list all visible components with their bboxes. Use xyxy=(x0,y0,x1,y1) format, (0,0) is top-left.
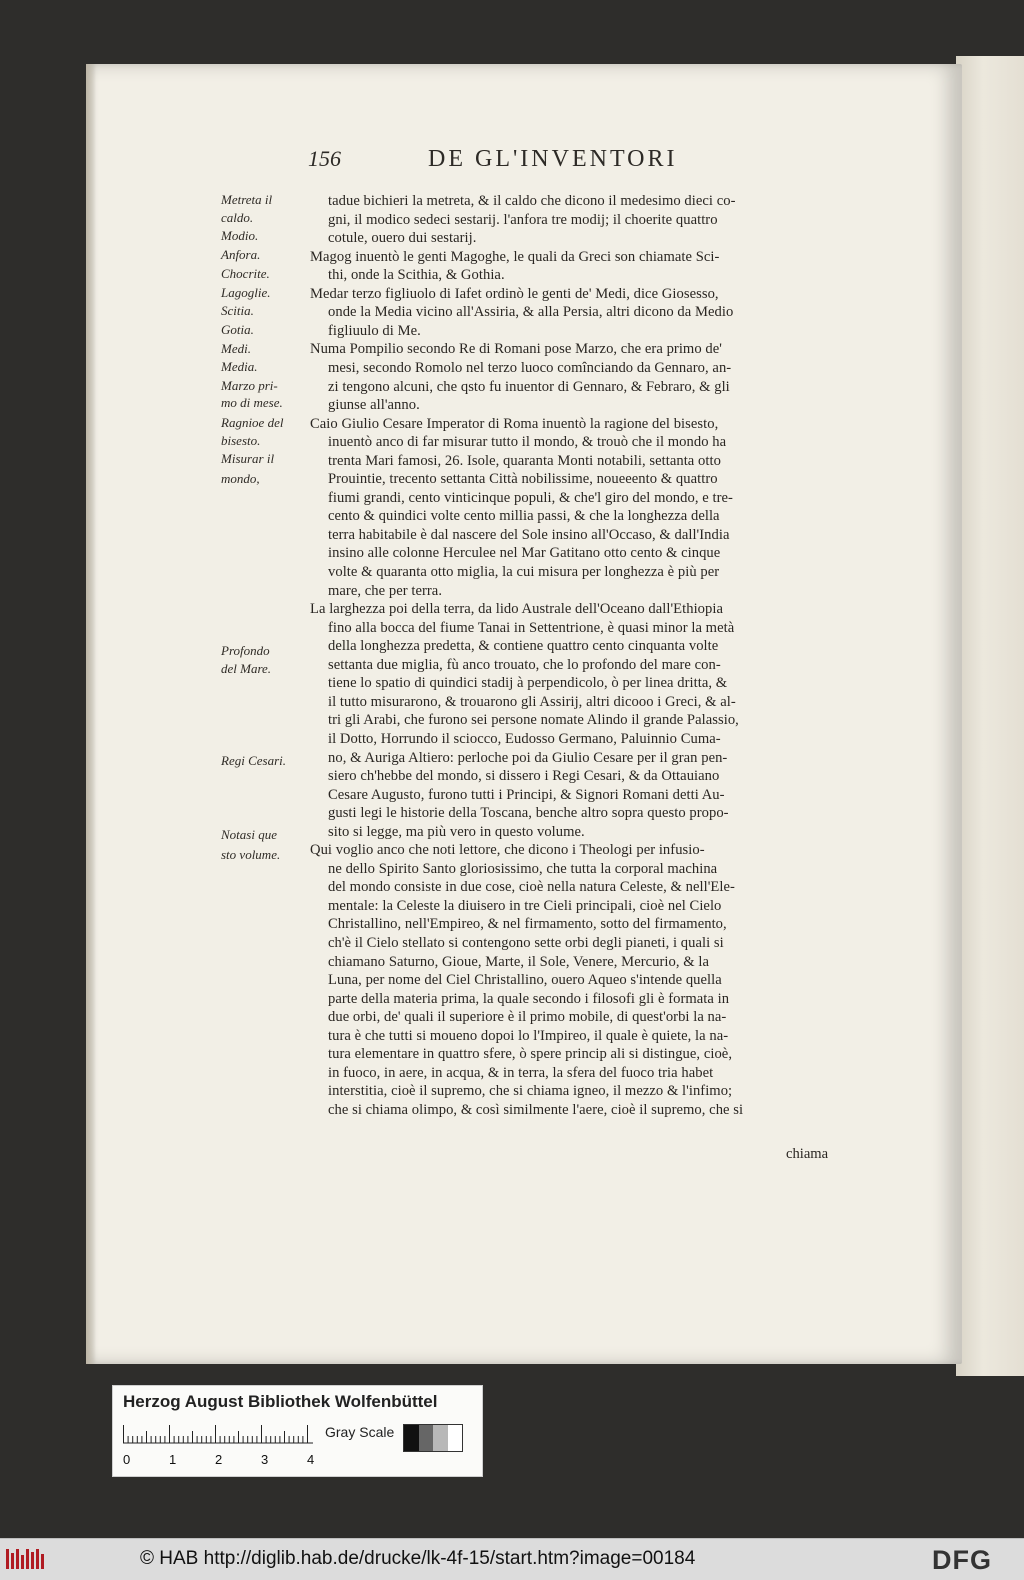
book-page xyxy=(86,64,962,1364)
swatch-light-gray xyxy=(433,1425,448,1451)
text-line: thi, onde la Scithia, & Gothia. xyxy=(328,267,505,284)
text-line: fino alla bocca del fiume Tanai in Settentrione, è quasi minor la metà xyxy=(328,619,735,636)
ruler-number: 2 xyxy=(215,1452,223,1467)
text-line: interstitia, cioè il supremo, che si chiama igneo, il mezzo & l'infimo; xyxy=(328,1083,733,1100)
margin-note: sto volume. xyxy=(221,847,281,862)
text-line: del mondo consiste in due cose, cioè nella natura Celeste, & nell'Ele- xyxy=(328,879,735,896)
ruler-number: 4 xyxy=(307,1452,315,1467)
text-line: della longhezza predetta, & contiene quattro cento cinquanta volte xyxy=(328,638,719,655)
ruler-numbers xyxy=(123,1452,323,1468)
text-line: ne dello Spirito Santo gloriosissimo, che tutta la corporal machina xyxy=(328,860,718,877)
text-line: Christallino, nell'Empireo, & nel firmamento, sotto del firmamento, xyxy=(328,916,727,933)
margin-note: Lagoglie. xyxy=(221,285,271,300)
page-heading: DE GL'INVENTORI xyxy=(428,146,678,172)
text-line: zi tengono alcuni, che qsto fu inuentor di Gennaro, & Febraro, & gli xyxy=(328,378,730,395)
text-line: Medar terzo figliuolo di Iafet ordinò le genti de' Medi, dice Giosesso, xyxy=(310,285,719,302)
text-line: trenta Mari famosi, 26. Isole, quaranta Monti notabili, settanta otto xyxy=(328,452,721,469)
margin-note: Ragnioe del xyxy=(221,415,284,430)
text-line: cotule, ouero dui sestarij. xyxy=(328,230,477,247)
margin-note: Media. xyxy=(221,359,258,374)
swatch-dark-gray xyxy=(419,1425,434,1451)
text-line: ch'è il Cielo stellato si contengono sette orbi degli pianeti, i quali si xyxy=(328,935,724,951)
text-line: tadue bichieri la metreta, & il caldo che dicono il medesimo dieci co- xyxy=(328,193,736,209)
text-line: inuentò anco di far misurar tutto il mondo, & trouò che il mondo ha xyxy=(328,434,727,451)
margin-note: Profondo xyxy=(221,643,270,658)
margin-note: mo di mese. xyxy=(221,395,283,410)
card-title: Herzog August Bibliothek Wolfenbüttel xyxy=(123,1392,438,1411)
text-line: Caio Giulio Cesare Imperator di Roma inuentò la ragione del bisesto, xyxy=(310,415,719,432)
text-line: giunse all'anno. xyxy=(328,397,420,414)
text-line: in fuoco, in aere, in acqua, & in terra, la sfera del fuoco tria habet xyxy=(328,1064,714,1081)
text-line: tura elementare in quattro sfere, ò spere princip ali si distingue, cioè, xyxy=(328,1046,733,1063)
margin-note: caldo. xyxy=(221,210,254,225)
text-line: due orbi, de' quali il superiore è il primo mobile, di quest'orbi la na- xyxy=(328,1009,727,1026)
text-line: cento & quindici volte cento millia passi, & che la longhezza della xyxy=(328,508,720,525)
hab-logo-icon xyxy=(6,1547,46,1571)
page-number: 156 xyxy=(308,146,341,171)
text-line: che si chiama olimpo, & così similmente l'aere, cioè il supremo, che si xyxy=(328,1101,744,1118)
ruler-number: 1 xyxy=(169,1452,177,1467)
margin-note: Marzo pri- xyxy=(221,378,278,393)
text-line: insino alle colonne Herculee nel Mar Gatitano otto cento & cinque xyxy=(328,545,721,562)
margin-note: Metreta il xyxy=(221,192,273,207)
text-line: fiumi grandi, cento vinticinque populi, & che'l giro del mondo, e tre- xyxy=(328,489,733,506)
text-line: mare, che per terra. xyxy=(328,582,443,599)
text-line: mesi, secondo Romolo nel terzo luoco comînciando da Gennaro, an- xyxy=(328,359,732,376)
text-line: Luna, per nome del Ciel Christallino, ouero Aqueo s'intende quella xyxy=(328,972,722,989)
margin-note: Medi. xyxy=(221,341,251,356)
running-head xyxy=(308,146,908,176)
swatch-black xyxy=(404,1425,419,1451)
ruler-scale xyxy=(123,1424,313,1444)
margin-note: Chocrite. xyxy=(221,266,270,281)
text-line: parte della materia prima, la quale secondo i filosofi gli è formata in xyxy=(328,990,730,1007)
facing-page-edge xyxy=(956,56,1024,1376)
dfg-logo: DFG xyxy=(932,1545,992,1575)
ruler-number: 0 xyxy=(123,1452,131,1467)
text-line: tura è che tutti si moueno dopoi lo l'Impireo, il quale è quiete, la na- xyxy=(328,1027,729,1044)
text-line: il Dotto, Horrundo il sciocco, Eudosso Germano, Paluinnio Cuma- xyxy=(328,730,721,747)
margin-note: Anfora. xyxy=(221,247,261,262)
text-line: settanta due miglia, fù anco trouato, che lo profondo del mare con- xyxy=(328,656,721,673)
text-line: sito si legge, ma più vero in questo volume. xyxy=(328,823,585,840)
margin-note: Notasi que xyxy=(221,827,277,842)
text-line: volte & quaranta otto miglia, la cui misura per longhezza è più per xyxy=(328,564,720,580)
text-line: gusti legi le historie della Toscana, benche altro sopra questo propo- xyxy=(328,805,729,822)
text-line: Qui voglio anco che noti lettore, che dicono i Theologi per infusio- xyxy=(310,842,705,859)
margin-note: Misurar il xyxy=(221,451,275,466)
footer-bar xyxy=(0,1538,1024,1580)
footer-credit-link[interactable]: © HAB http://diglib.hab.de/drucke/lk-4f-15/start.htm?image=00184 xyxy=(140,1548,696,1569)
gray-scale-label: Gray Scale xyxy=(325,1424,395,1440)
text-line: terra habitabile è dal nascere del Sole insino all'Occaso, & dall'India xyxy=(328,526,730,543)
color-calibration-card xyxy=(112,1385,483,1477)
text-line: chiamano Saturno, Gioue, Marte, il Sole, Venere, Mercurio, & la xyxy=(328,953,709,970)
text-line: onde la Media vicino all'Assiria, & alla Persia, altri dicono da Medio xyxy=(328,304,734,321)
margin-note: mondo, xyxy=(221,471,260,486)
text-line: Cesare Augusto, furono tutti i Principi, & Signori Romani detti Au- xyxy=(328,786,725,803)
swatch-white xyxy=(448,1425,463,1451)
text-line: siero ch'hebbe del mondo, si dissero i Regi Cesari, & da Ottauiano xyxy=(328,768,720,785)
margin-note: Gotia. xyxy=(221,322,254,337)
margin-note: Regi Cesari. xyxy=(221,753,286,768)
ruler-number: 3 xyxy=(261,1452,269,1467)
margin-note: del Mare. xyxy=(221,661,272,676)
text-line: Magog inuentò le genti Magoghe, le quali da Greci son chiamate Sci- xyxy=(310,248,720,265)
text-line: La larghezza poi della terra, da lido Australe dell'Oceano dall'Ethiopia xyxy=(310,601,723,618)
gray-scale-swatches xyxy=(403,1424,463,1452)
text-line: tri gli Arabi, che furono sei persone nomate Alindo il grande Palassio, xyxy=(328,712,739,729)
text-line: il tutto misurarono, & trouarono gli Assirij, altri dicooo i Greci, & al- xyxy=(328,693,736,710)
margin-note: Modio. xyxy=(221,228,259,243)
catchword: chiama xyxy=(786,1146,829,1162)
text-line: figliuulo di Me. xyxy=(328,322,421,339)
text-line: tiene lo spatio di quindici stadij à perpendicolo, ò per linea dritta, & xyxy=(328,675,728,692)
text-line: gni, il modico sedeci sestarij. l'anfora tre modij; il choerite quattro xyxy=(328,211,718,228)
margin-note: bisesto. xyxy=(221,433,261,448)
text-line: no, & Auriga Altiero: perloche poi da Giulio Cesare per il gran pen- xyxy=(328,749,728,766)
text-line: mentale: la Celeste la diuisero in tre Cieli principali, cioè nel Cielo xyxy=(328,897,722,914)
text-line: Prouintie, trecento settanta Città nobilissime, noueeento & quattro xyxy=(328,471,718,488)
margin-note: Scitia. xyxy=(221,303,254,318)
text-line: Numa Pompilio secondo Re di Romani pose Marzo, che era primo de' xyxy=(310,341,722,358)
